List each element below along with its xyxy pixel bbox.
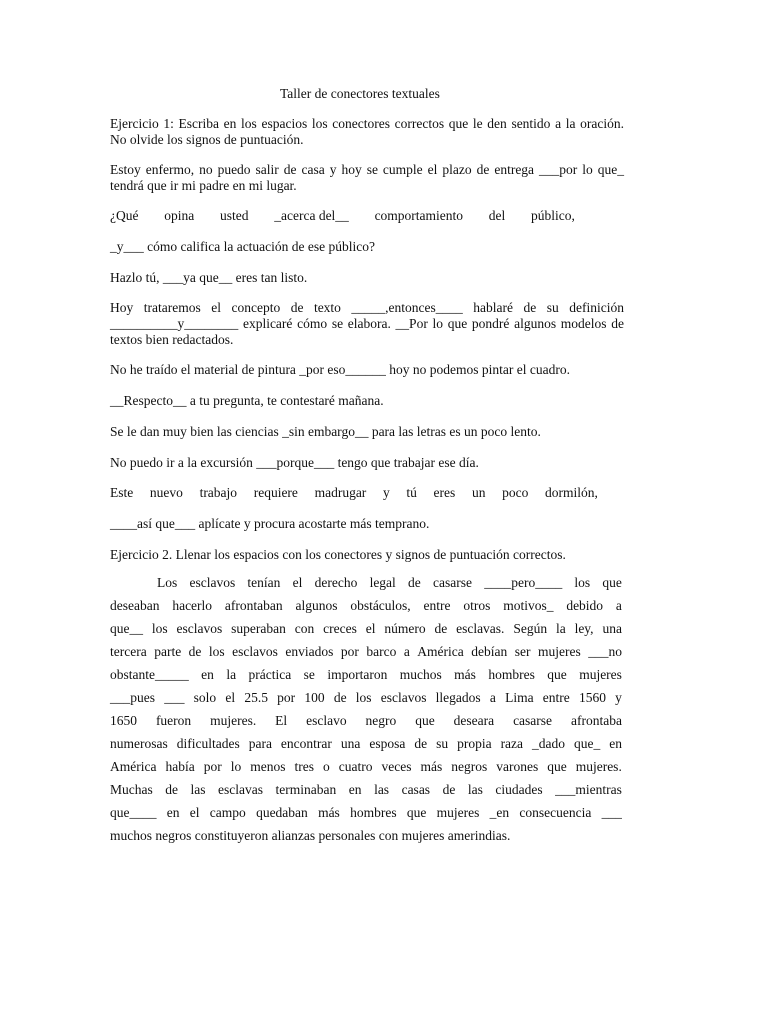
exercise-1-sentence-7: Se le dan muy bien las ciencias _sin embargo__ para las letras es un poco lento. bbox=[110, 424, 541, 439]
exercise-1-sentence-2-line-2: _y___ cómo califica la actuación de ese público? bbox=[110, 239, 376, 254]
word: usted bbox=[219, 208, 249, 223]
word: lo bbox=[230, 759, 242, 774]
word: mujeres. bbox=[210, 713, 257, 728]
word: ___pues bbox=[110, 690, 155, 705]
word: que__ bbox=[110, 621, 143, 636]
word: deseaban bbox=[110, 598, 160, 613]
word: requiere bbox=[253, 485, 298, 500]
word: mujeres. bbox=[575, 759, 622, 774]
word: terminaban bbox=[275, 782, 337, 797]
word: esclavos bbox=[189, 575, 236, 590]
word: práctica bbox=[248, 667, 292, 682]
word: 100 bbox=[304, 690, 325, 705]
word: de bbox=[434, 621, 448, 636]
word: quedaban bbox=[256, 805, 308, 820]
word: tercera bbox=[110, 644, 147, 659]
word: a bbox=[403, 644, 410, 659]
word: mujeres bbox=[537, 644, 581, 659]
word: los bbox=[355, 690, 372, 705]
word: cuatro bbox=[338, 759, 373, 774]
word: negros bbox=[451, 759, 488, 774]
word: ___ bbox=[164, 690, 185, 705]
paragraph-line bbox=[110, 663, 622, 686]
word: trabajo bbox=[199, 485, 238, 500]
word: a bbox=[489, 690, 496, 705]
word: había bbox=[165, 759, 195, 774]
paragraph-line bbox=[110, 686, 622, 709]
word: debido bbox=[566, 598, 604, 613]
word: algunos bbox=[295, 598, 338, 613]
word: de bbox=[165, 782, 179, 797]
word: en bbox=[609, 736, 622, 751]
word: ___no bbox=[588, 644, 622, 659]
exercise-1-sentence-9-line-1 bbox=[110, 485, 598, 501]
word: nuevo bbox=[149, 485, 183, 500]
word: ley, bbox=[574, 621, 594, 636]
word: enviados bbox=[285, 644, 334, 659]
word: tenían bbox=[247, 575, 281, 590]
word: la bbox=[226, 667, 237, 682]
word: que_ bbox=[574, 736, 601, 751]
word: esclavos bbox=[176, 621, 223, 636]
paragraph-line bbox=[110, 617, 622, 640]
word: que bbox=[415, 713, 435, 728]
paragraph-line bbox=[110, 571, 622, 594]
word: los bbox=[574, 575, 591, 590]
word: los bbox=[208, 644, 225, 659]
paragraph-line: muchos negros constituyeron alianzas personales con mujeres amerindias. bbox=[110, 828, 511, 843]
word: afrontaban bbox=[224, 598, 283, 613]
word: dificultades bbox=[176, 736, 240, 751]
word: América bbox=[417, 644, 464, 659]
word: hombres bbox=[488, 667, 535, 682]
word: ____pero____ bbox=[484, 575, 563, 590]
word: más bbox=[454, 667, 476, 682]
word: del bbox=[488, 208, 506, 223]
word: que bbox=[547, 759, 567, 774]
word: o bbox=[323, 759, 330, 774]
word: campo bbox=[209, 805, 246, 820]
word: casas bbox=[401, 782, 431, 797]
word: legal bbox=[369, 575, 396, 590]
word: superaban bbox=[231, 621, 286, 636]
exercise-1-sentence-4: Hoy trataremos el concepto de texto _____,entonces____ hablaré de su definición __________y________ explicaré cómo se elabora. __Por lo que pondré algunos modelos de textos bien redactados. bbox=[110, 300, 624, 347]
word: ciudades bbox=[495, 782, 543, 797]
word: por bbox=[340, 644, 359, 659]
word: 25.5 bbox=[244, 690, 268, 705]
paragraph-line bbox=[110, 640, 622, 663]
word: a bbox=[615, 598, 622, 613]
word: _acerca del__ bbox=[274, 208, 349, 223]
word: que____ bbox=[110, 805, 157, 820]
word: el bbox=[365, 621, 376, 636]
word: ser bbox=[514, 644, 531, 659]
word: de bbox=[333, 690, 347, 705]
word: una bbox=[602, 621, 622, 636]
exercise-1-sentence-3: Hazlo tú, ___ya que__ eres tan listo. bbox=[110, 270, 308, 285]
word: esclavos bbox=[232, 644, 278, 659]
word: mujeres bbox=[579, 667, 622, 682]
word: se bbox=[303, 667, 315, 682]
word: esclavas bbox=[218, 782, 264, 797]
exercise-1-instructions: Ejercicio 1: Escriba en los espacios los conectores correctos que le den sentido a la oración. No olvide los signos de puntuación. bbox=[110, 116, 624, 147]
exercise-1-sentence-8: No puedo ir a la excursión ___porque___ tengo que trabajar ese día. bbox=[110, 455, 479, 470]
word: menos bbox=[250, 759, 286, 774]
word: las bbox=[374, 782, 390, 797]
word: obstante_____ bbox=[110, 667, 189, 682]
word: que bbox=[406, 805, 427, 820]
word: un bbox=[471, 485, 486, 500]
word: numerosas bbox=[110, 736, 168, 751]
word: casarse bbox=[433, 575, 472, 590]
word: motivos_ bbox=[503, 598, 554, 613]
word: y bbox=[382, 485, 390, 500]
word: muchos bbox=[399, 667, 442, 682]
word: esposa bbox=[369, 736, 406, 751]
word: afrontaba bbox=[570, 713, 622, 728]
word: ¿Qué bbox=[110, 208, 139, 223]
word: en bbox=[348, 782, 362, 797]
word: esclavas. bbox=[456, 621, 505, 636]
word: otros bbox=[463, 598, 491, 613]
word: dormilón, bbox=[545, 485, 598, 500]
word: más bbox=[318, 805, 340, 820]
word: negro bbox=[365, 713, 397, 728]
word: deseara bbox=[453, 713, 495, 728]
word: que bbox=[547, 667, 567, 682]
word: parte bbox=[154, 644, 182, 659]
word: eres bbox=[433, 485, 456, 500]
word: llegados bbox=[435, 690, 481, 705]
paragraph-line bbox=[110, 778, 622, 801]
word: veces bbox=[381, 759, 412, 774]
exercise-1-sentence-2-line-1 bbox=[110, 208, 575, 224]
word: las bbox=[190, 782, 206, 797]
word: y bbox=[615, 690, 622, 705]
word: el bbox=[189, 805, 200, 820]
word: más bbox=[420, 759, 443, 774]
word: las bbox=[467, 782, 483, 797]
word: el bbox=[292, 575, 303, 590]
word: hombres bbox=[350, 805, 397, 820]
word: entre bbox=[423, 598, 451, 613]
word: derecho bbox=[314, 575, 358, 590]
word: público, bbox=[531, 208, 575, 223]
word: ___ bbox=[601, 805, 622, 820]
paragraph-line bbox=[110, 801, 622, 824]
paragraph-line bbox=[110, 755, 622, 778]
word: consecuencia bbox=[519, 805, 592, 820]
paragraph-line bbox=[110, 732, 622, 755]
word: por bbox=[277, 690, 296, 705]
exercise-2-paragraph bbox=[110, 571, 622, 847]
word: Este bbox=[110, 485, 134, 500]
word: fueron bbox=[155, 713, 192, 728]
word: poco bbox=[502, 485, 529, 500]
word: comportamiento bbox=[374, 208, 464, 223]
word: de bbox=[188, 644, 202, 659]
word: el bbox=[225, 690, 236, 705]
word: que bbox=[602, 575, 622, 590]
word: casarse bbox=[513, 713, 553, 728]
word: su bbox=[436, 736, 449, 751]
word: barco bbox=[366, 644, 397, 659]
word: esclavos bbox=[380, 690, 427, 705]
word: propia bbox=[457, 736, 492, 751]
exercise-1-sentence-9-line-2: ____así que___ aplícate y procura acostarte más temprano. bbox=[110, 516, 430, 531]
word: entre bbox=[542, 690, 570, 705]
document-title: Taller de conectores textuales bbox=[280, 86, 440, 101]
word: hacerlo bbox=[172, 598, 213, 613]
word: creces bbox=[323, 621, 357, 636]
word: mujeres bbox=[436, 805, 480, 820]
word: con bbox=[294, 621, 315, 636]
word: debían bbox=[471, 644, 508, 659]
word: importaron bbox=[327, 667, 388, 682]
word: Según bbox=[513, 621, 548, 636]
word: los bbox=[151, 621, 168, 636]
word: una bbox=[340, 736, 361, 751]
exercise-1-sentence-6: __Respecto__ a tu pregunta, te contestaré mañana. bbox=[110, 393, 384, 408]
word: encontrar bbox=[280, 736, 332, 751]
word: 1560 bbox=[578, 690, 606, 705]
word: tres bbox=[294, 759, 314, 774]
word: Lima bbox=[505, 690, 534, 705]
word: Los bbox=[157, 575, 178, 590]
word: de bbox=[442, 782, 456, 797]
word: para bbox=[248, 736, 272, 751]
word: 1650 bbox=[110, 713, 137, 728]
word: _en bbox=[489, 805, 510, 820]
word: tú bbox=[406, 485, 417, 500]
paragraph-line bbox=[110, 594, 622, 617]
word: obstáculos, bbox=[350, 598, 411, 613]
exercise-1-sentence-1: Estoy enfermo, no puedo salir de casa y hoy se cumple el plazo de entrega ___por lo que_ tendrá que ir mi padre en mi lugar. bbox=[110, 162, 624, 193]
word: solo bbox=[193, 690, 217, 705]
word: en bbox=[201, 667, 214, 682]
word: opina bbox=[164, 208, 195, 223]
word: Muchas bbox=[110, 782, 153, 797]
word: por bbox=[203, 759, 222, 774]
word: raza bbox=[500, 736, 524, 751]
paragraph-line bbox=[110, 709, 622, 732]
word: varones bbox=[496, 759, 539, 774]
word: la bbox=[555, 621, 566, 636]
word: de bbox=[414, 736, 428, 751]
word: en bbox=[166, 805, 180, 820]
word: El bbox=[275, 713, 288, 728]
word: _dado bbox=[532, 736, 566, 751]
word: ___mientras bbox=[555, 782, 622, 797]
word: de bbox=[408, 575, 421, 590]
exercise-1-sentence-5: No he traído el material de pintura _por eso______ hoy no podemos pintar el cuadro. bbox=[110, 362, 571, 377]
word: número bbox=[384, 621, 426, 636]
word: madrugar bbox=[314, 485, 367, 500]
word: América bbox=[110, 759, 157, 774]
word: esclavo bbox=[306, 713, 347, 728]
exercise-2-instructions: Ejercicio 2. Llenar los espacios con los conectores y signos de puntuación correctos. bbox=[110, 547, 566, 562]
